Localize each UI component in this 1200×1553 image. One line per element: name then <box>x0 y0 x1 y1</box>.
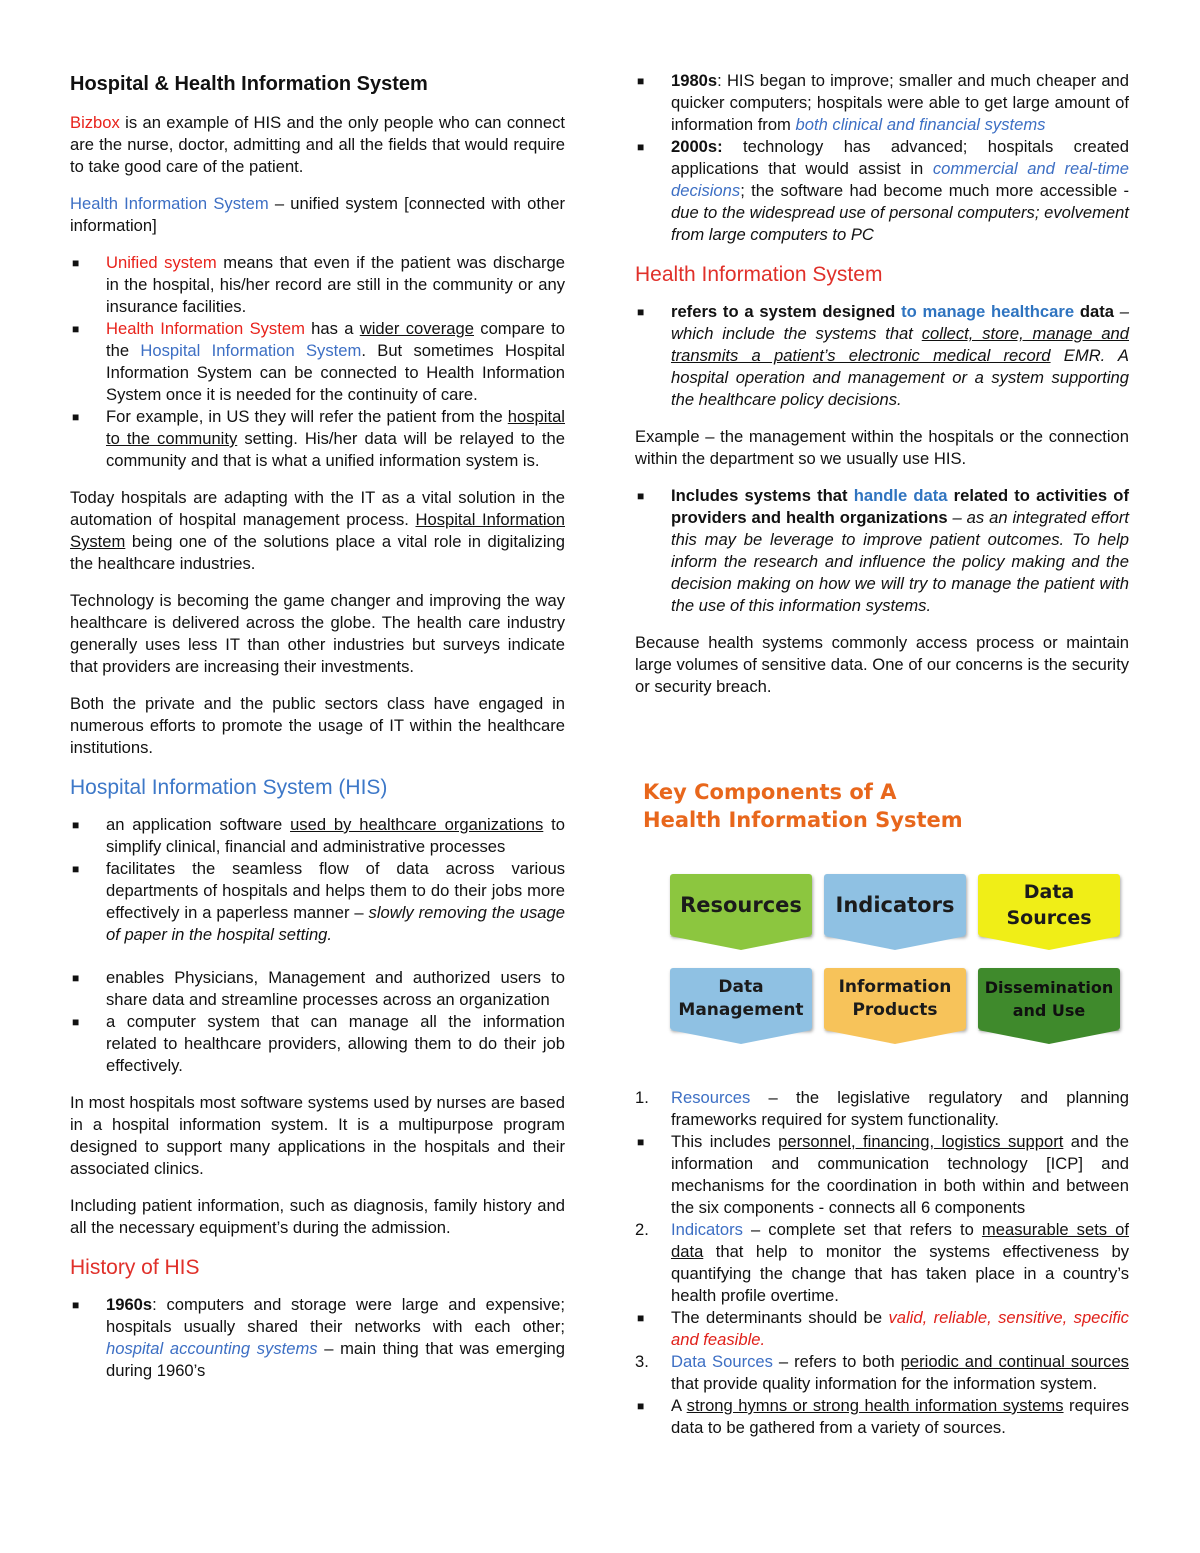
history-list <box>70 1294 565 1382</box>
diagram-title-line1: Key Components of A <box>643 780 897 804</box>
his-definition: Health Information System – unified system [connected with other information] <box>70 194 565 235</box>
right-column <box>635 70 1129 713</box>
diagram-title-line2: Health Information System <box>643 808 963 832</box>
component-data-management: Data Management <box>670 968 812 1030</box>
bullet-icon: ■ <box>637 140 645 154</box>
section-heading-history: History of HIS <box>70 1256 200 1279</box>
bullet-icon: ■ <box>72 1298 80 1312</box>
list-item: ■ The determinants should be valid, reliable, sensitive, specific and feasible. <box>637 1308 1129 1349</box>
page-title: Hospital & Health Information System <box>70 73 428 95</box>
list-item: ■ For example, in US they will refer the patient from the hospital to the community setting. His/her data will be relayed to the community and that is what a unified information system is. <box>72 407 565 470</box>
list-item: 1. Resources – the legislative regulatory and planning frameworks required for system functionality. <box>635 1088 1129 1129</box>
bullet-icon: ■ <box>72 410 80 424</box>
list-item: ■ enables Physicians, Management and authorized users to share data and streamline processes across an organization <box>72 968 565 1009</box>
paragraph: Both the private and the public sectors class have engaged in numerous efforts to promote the usage of IT within the healthcare institutions. <box>70 694 565 757</box>
list-item: ■ 2000s: technology has advanced; hospitals created applications that would assist in commercial and real-time decisions; the software had become much more accessible - due to the widespread use of personal computers; evolvement from large computers to PC <box>637 137 1129 244</box>
health-list <box>635 301 1129 411</box>
section-heading-his: Hospital Information System (HIS) <box>70 776 388 799</box>
list-item: 2. Indicators – complete set that refers to measurable sets of data that help to monitor the systems effectiveness by quantifying the change that has taken place in a country’s health profile overtime. <box>635 1220 1129 1305</box>
bullet-icon: ■ <box>72 256 80 270</box>
bullet-icon: ■ <box>637 489 645 503</box>
list-item: ■ Unified system means that even if the patient was discharge in the hospital, his/her record are still in the community or any insurance facilities. <box>72 253 565 316</box>
paragraph: In most hospitals most software systems used by nurses are based in a hospital information system. It is a multipurpose program designed to support many applications in the hospitals and their associated clinics. <box>70 1093 565 1178</box>
his-list <box>70 814 565 1077</box>
history-list-cont <box>635 70 1129 246</box>
list-item: ■ facilitates the seamless flow of data across various departments of hospitals and helps them to do their jobs more effectively in a paperless manner – slowly removing the usage of paper in the hospital setting. <box>72 859 565 944</box>
list-item: ■ an application software used by healthcare organizations to simplify clinical, financial and administrative processes <box>72 815 565 856</box>
component-information-products: Information Products <box>824 968 966 1030</box>
list-item: ■ 1960s: computers and storage were large and expensive; hospitals usually shared their networks with each other; hospital accounting systems – main thing that was emerging during 1960’s <box>72 1295 565 1380</box>
list-item: ■ Health Information System has a wider coverage compare to the Hospital Information System. But sometimes Hospital Information System can be connected to Health Information System once it is needed for the continuity of care. <box>72 319 565 404</box>
list-item: ■ refers to a system designed to manage healthcare data – which include the systems that collect, store, manage and transmits a patient’s electronic medical record EMR. A hospital operation and management or a system supporting the healthcare policy decisions. <box>637 302 1130 409</box>
bullet-icon: ■ <box>72 322 80 336</box>
health-list-2 <box>635 485 1129 617</box>
key-components-diagram <box>643 778 1123 1053</box>
bullet-icon: ■ <box>637 1135 645 1149</box>
component-dissemination-and-use: Dissemination and Use <box>978 968 1120 1030</box>
bullet-icon: ■ <box>637 1399 645 1413</box>
paragraph: Because health systems commonly access process or maintain large volumes of sensitive data. One of our concerns is the security or security breach. <box>635 633 1129 696</box>
intro-paragraph: Bizbox is an example of HIS and the only people who can connect are the nurse, doctor, admitting and all the fields that would require to take good care of the patient. <box>70 113 565 176</box>
paragraph: Including patient information, such as diagnosis, family history and all the necessary equipment’s during the admission. <box>70 1196 565 1237</box>
bullet-icon: ■ <box>72 818 80 832</box>
paragraph: Technology is becoming the game changer and improving the way healthcare is delivered across the globe. The health care industry generally uses less IT than other industries but surveys indicate that providers are increasing their investments. <box>70 591 565 676</box>
section-heading-health: Health Information System <box>635 263 883 286</box>
spacer <box>70 946 565 967</box>
paragraph: Example – the management within the hospitals or the connection within the department so we usually use HIS. <box>635 427 1129 468</box>
unified-list <box>70 252 565 472</box>
left-column <box>70 70 565 1397</box>
list-item: ■ A strong hymns or strong health information systems requires data to be gathered from a variety of sources. <box>637 1396 1129 1437</box>
list-item: ■ Includes systems that handle data related to activities of providers and health organizations – as an integrated effort this may be leverage to improve patient outcomes. To help inform the research and influence the policy making and the decision making on how we will try to manage the patient with the use of this information systems. <box>637 486 1129 615</box>
components-list <box>635 1087 1129 1439</box>
bullet-icon: ■ <box>637 74 645 88</box>
list-item: ■ a computer system that can manage all the information related to healthcare providers, allowing them to do their job effectively. <box>72 1012 565 1075</box>
component-data-sources: Data Sources <box>978 874 1120 936</box>
bullet-icon: ■ <box>72 971 80 985</box>
list-item: ■ 1980s: HIS began to improve; smaller and much cheaper and quicker computers; hospitals were able to get large amount of information from both clinical and financial systems <box>637 71 1129 134</box>
list-item: 3. Data Sources – refers to both periodic and continual sources that provide quality information for the information system. <box>635 1352 1129 1393</box>
list-item: ■ This includes personnel, financing, logistics support and the information and communication technology [ICP] and mechanisms for the coordination in both within and between the six components - connects all 6 components <box>637 1132 1129 1217</box>
bullet-icon: ■ <box>72 1015 80 1029</box>
bullet-icon: ■ <box>72 862 80 876</box>
bullet-icon: ■ <box>637 1311 645 1325</box>
component-resources: Resources <box>670 874 812 936</box>
bullet-icon: ■ <box>637 305 645 319</box>
paragraph: Today hospitals are adapting with the IT as a vital solution in the automation of hospital management process. Hospital Information System being one of the solutions place a vital role in digitalizing the healthcare industries. <box>70 488 565 573</box>
bizbox-term: Bizbox <box>70 113 120 132</box>
component-indicators: Indicators <box>824 874 966 936</box>
